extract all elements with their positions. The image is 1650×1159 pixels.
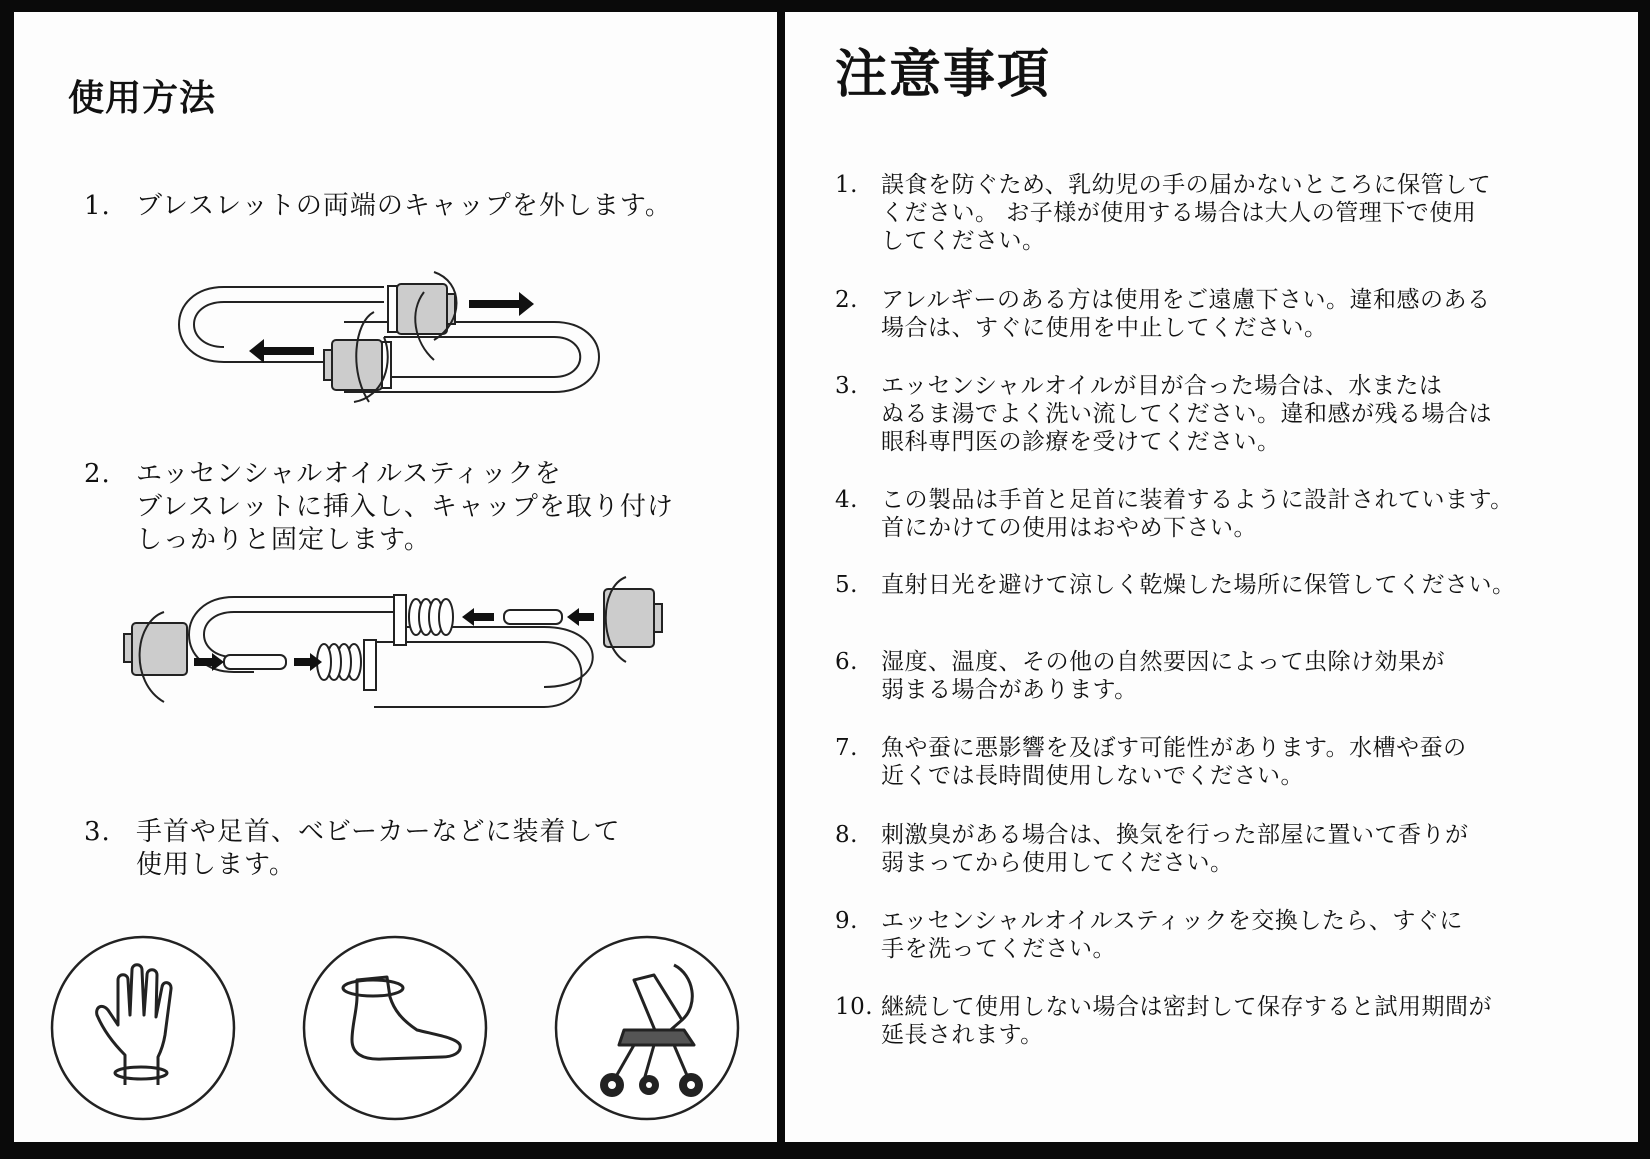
- precaution-item: [835, 286, 1491, 342]
- item-number: 6.: [835, 649, 858, 675]
- step-number: 1.: [84, 191, 111, 221]
- item-text: 直射日光を避けて涼しく乾燥した場所に保管してください。: [881, 572, 1516, 598]
- usage-title: 使用方法: [68, 78, 217, 119]
- item-text: 魚や蚕に悪影響を及ぼす可能性があります。水槽や蚕の 近くでは長時間使用しないでください。: [881, 735, 1467, 789]
- precaution-item: [835, 171, 1491, 255]
- precaution-item: [835, 734, 1467, 790]
- usage-panel: [14, 12, 777, 1142]
- usage-step: [84, 816, 620, 882]
- item-number: 9.: [835, 908, 858, 934]
- item-text: エッセンシャルオイルが目が合った場合は、水または ぬるま湯でよく洗い流してください。違和感が残る場合は 眼科専門医の診療を受けてください。: [881, 373, 1492, 455]
- precautions-title: 注意事項: [835, 45, 1052, 105]
- item-text: 湿度、温度、その他の自然要因によって虫除け効果が 弱まる場合があります。: [881, 649, 1445, 703]
- item-number: 1.: [835, 172, 858, 198]
- step-number: 3.: [84, 817, 111, 847]
- usage-step: [84, 190, 672, 223]
- item-text: 誤食を防ぐため、乳幼児の手の届かないところに保管して ください。 お子様が使用する場合は大人の管理下で使用 してください。: [881, 172, 1492, 254]
- item-number: 7.: [835, 735, 858, 761]
- item-text: 継続して使用しない場合は密封して保存すると試用期間が 延長されます。: [881, 994, 1492, 1048]
- precaution-item: [835, 372, 1492, 456]
- item-number: 3.: [835, 373, 858, 399]
- remove-caps-illustration: [14, 252, 777, 422]
- precaution-item: [835, 571, 1516, 599]
- item-number: 4.: [835, 487, 858, 513]
- precaution-item: [835, 648, 1445, 704]
- step-text: 手首や足首、ベビーカーなどに装着して 使用します。: [136, 817, 621, 880]
- precaution-item: [835, 821, 1469, 877]
- precaution-item: [835, 993, 1492, 1049]
- stroller-icon: [554, 935, 740, 1121]
- item-text: この製品は手首と足首に装着するように設計されています。 首にかけての使用はおやめ下さい。: [881, 487, 1514, 541]
- foot-ankle-icon: [302, 935, 488, 1121]
- precaution-item: [835, 486, 1514, 542]
- insert-stick-illustration: [14, 577, 777, 747]
- item-text: アレルギーのある方は使用をご遠慮下さい。違和感のある 場合は、すぐに使用を中止してください。: [881, 287, 1491, 341]
- item-number: 5.: [835, 572, 858, 598]
- step-text: ブレスレットの両端のキャップを外します。: [136, 191, 672, 221]
- step-number: 2.: [84, 459, 111, 489]
- item-number: 2.: [835, 287, 858, 313]
- item-number: 8.: [835, 822, 858, 848]
- usage-step: [84, 458, 674, 557]
- hand-wrist-icon: [50, 935, 236, 1121]
- item-text: エッセンシャルオイルスティックを交換したら、すぐに 手を洗ってください。: [881, 908, 1463, 962]
- precautions-panel: [785, 12, 1638, 1142]
- item-number: 10.: [835, 994, 874, 1020]
- step-text: エッセンシャルオイルスティックを ブレスレットに挿入し、キャップを取り付け しっかりと固定します。: [136, 459, 674, 555]
- item-text: 刺激臭がある場合は、換気を行った部屋に置いて香りが 弱まってから使用してください。: [881, 822, 1469, 876]
- precaution-item: [835, 907, 1463, 963]
